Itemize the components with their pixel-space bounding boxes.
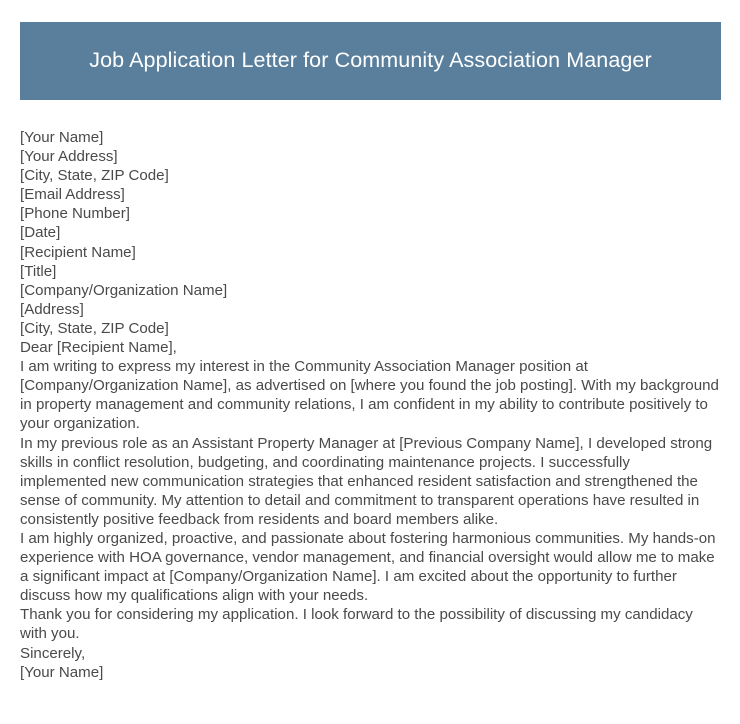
recipient-line: [Address]: [20, 300, 84, 318]
page-title: Job Application Letter for Community Association Manager: [89, 48, 652, 73]
sender-line: [Email Address]: [20, 186, 125, 204]
recipient-address-block: [20, 243, 720, 338]
sender-line: [Your Address]: [20, 148, 118, 166]
recipient-line: [Recipient Name]: [20, 243, 136, 261]
sender-line: [Your Name]: [20, 129, 104, 146]
letter-paragraph: In my previous role as an Assistant Property Manager at [Previous Company Name], I developed strong skills in conflict resolution, budgeting, and coordinating maintenance projects. I successfully implemented new communication strategies that enhanced resident satisfaction and strengthened the sense of community. My attention to detail and commitment to transparent operations have resulted in consistently positive feedback from residents and board members alike.: [20, 434, 713, 528]
document-header-banner: [20, 22, 721, 100]
closing-line: Sincerely,: [20, 644, 86, 662]
salutation: Dear [Recipient Name],: [20, 339, 177, 357]
sender-line: [City, State, ZIP Code]: [20, 167, 169, 185]
sender-date-line: [Date]: [20, 224, 61, 242]
letter-paragraph: I am highly organized, proactive, and passionate about fostering harmonious communities. My hands-on experience with HOA governance, vendor management, and financial oversight would allow me to make a significant impact at [Company/Organization Name]. I am excited about the opportunity to further discuss how my qualifications align with your needs.: [20, 529, 716, 605]
letter-paragraph: Thank you for considering my application. I look forward to the possibility of discussing my candidacy with you.: [20, 606, 693, 643]
recipient-line: [Company/Organization Name]: [20, 281, 228, 299]
sender-line: [Phone Number]: [20, 205, 130, 223]
recipient-line: [City, State, ZIP Code]: [20, 319, 169, 337]
letter-paragraph: I am writing to express my interest in the Community Association Manager position at [Company/Organization Name], as advertised on [where you found the job posting]. With my background in property management and community relations, I am confident in my ability to contribute positively to your organization.: [20, 358, 719, 433]
signature-line: [Your Name]: [20, 663, 104, 681]
sender-address-block: [20, 128, 720, 243]
letter-body: [20, 128, 720, 682]
recipient-line: [Title]: [20, 262, 57, 280]
